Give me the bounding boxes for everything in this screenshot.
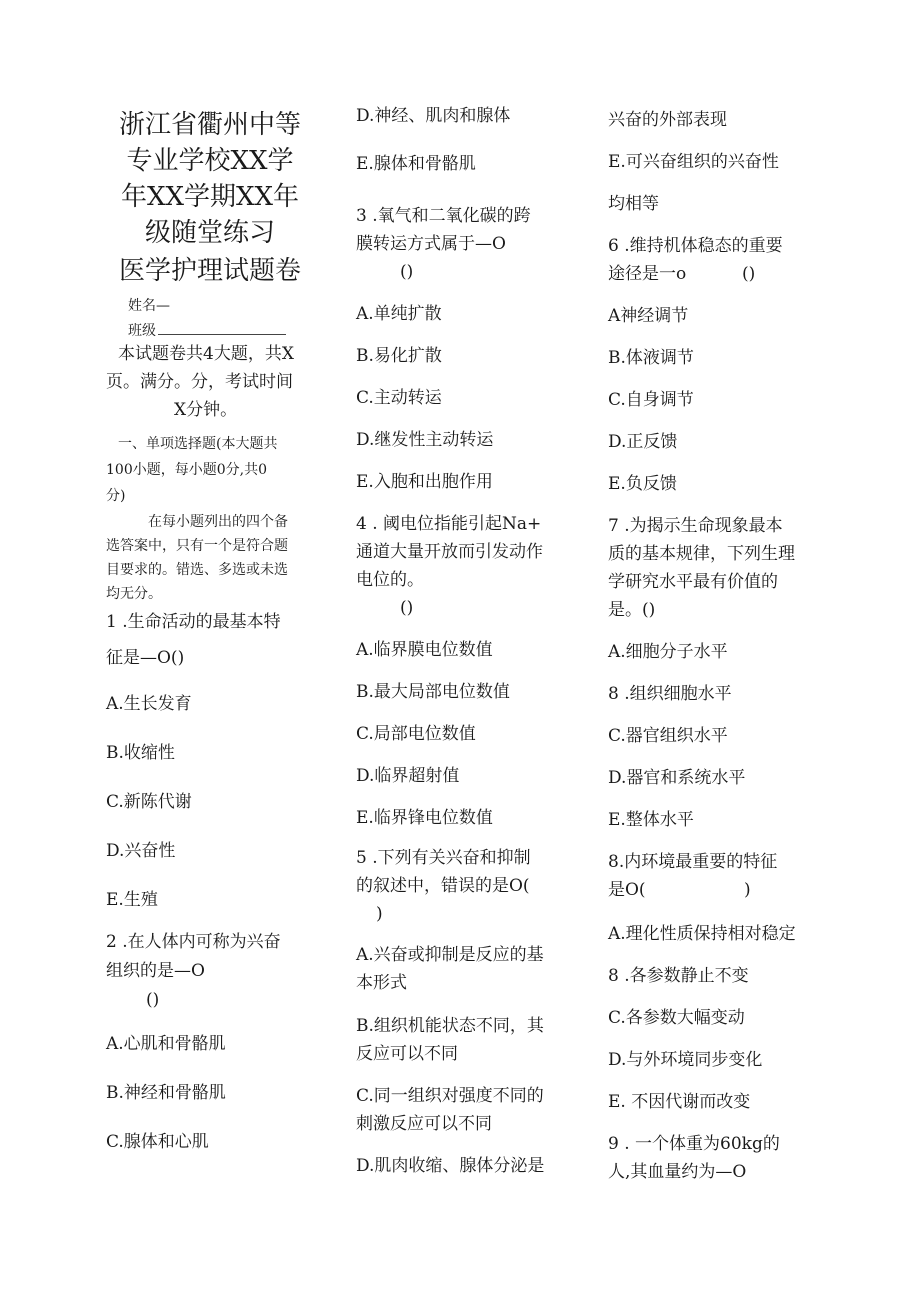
intro-line-2: 页。满分。分，考试时间 xyxy=(106,372,293,392)
q1-option-b: B.收缩性 xyxy=(106,743,175,763)
class-label: 班级 xyxy=(128,323,156,339)
q4-option-e: E.临界锋电位数值 xyxy=(356,808,493,828)
q2-stem-1: 2 .在人体内可称为兴奋 xyxy=(106,932,281,952)
q3-stem-3: () xyxy=(400,262,414,282)
q8-option-d: D.与外环境同步变化 xyxy=(608,1050,763,1070)
name-label: 姓名— xyxy=(128,298,170,314)
q7-stem-1: 7 .为揭示生命现象最本 xyxy=(608,516,783,536)
intro-line-3: X分钟。 xyxy=(174,400,238,420)
q7-stem-2: 质的基本规律，下列生理 xyxy=(608,544,795,564)
q4-stem-2: 通道大量开放而引发动作 xyxy=(356,542,543,562)
q2-stem-3: () xyxy=(146,990,160,1010)
q5-stem-2: 的叙述中，错误的是O( xyxy=(356,876,530,896)
q4-option-b: B.最大局部电位数值 xyxy=(356,682,510,702)
q3-option-a: A.单纯扩散 xyxy=(356,304,442,324)
q6-stem-2: 途径是一o xyxy=(608,264,687,284)
q2-option-c: C.腺体和心肌 xyxy=(106,1132,209,1152)
q5-stem-3: ) xyxy=(376,904,383,924)
q4-stem-4: () xyxy=(400,598,414,618)
q8-option-a: A.理化性质保持相对稳定 xyxy=(608,924,796,944)
q2-stem-2: 组织的是—O xyxy=(106,961,205,981)
q8-stem-1: 8.内环境最重要的特征 xyxy=(608,852,778,872)
q6-option-a: A神经调节 xyxy=(608,306,689,326)
q2-option-b: B.神经和骨骼肌 xyxy=(106,1083,226,1103)
q1-option-e: E.生殖 xyxy=(106,890,158,910)
q5-option-a-2: 本形式 xyxy=(356,973,407,993)
q4-option-c: C.局部电位数值 xyxy=(356,724,476,744)
q8-stem-2: 是O( xyxy=(608,880,646,900)
q5-option-e-1: E.可兴奋组织的兴奋性 xyxy=(608,152,779,172)
q3-stem-2: 膜转运方式属于—O xyxy=(356,234,506,254)
section1-heading-3: 分) xyxy=(106,488,126,504)
q2-option-a: A.心肌和骨骼肌 xyxy=(106,1034,226,1054)
q7-stem-4: 是。() xyxy=(608,600,656,620)
q7-option-d: D.器官和系统水平 xyxy=(608,768,746,788)
instruction-line-2: 选答案中，只有一个是符合题 xyxy=(106,538,288,554)
q1-option-d: D.兴奋性 xyxy=(106,841,176,861)
q2-option-d: D.神经、肌肉和腺体 xyxy=(356,106,511,126)
q4-option-a: A.临界膜电位数值 xyxy=(356,640,493,660)
instruction-line-4: 均无分。 xyxy=(106,586,162,602)
q5-option-a-1: A.兴奋或抑制是反应的基 xyxy=(356,945,544,965)
q4-option-d: D.临界超射值 xyxy=(356,766,460,786)
q5-stem-1: 5 .下列有关兴奋和抑制 xyxy=(356,848,531,868)
q5-option-c-2: 刺激反应可以不同 xyxy=(356,1114,492,1134)
q5-option-c-1: C.同一组织对强度不同的 xyxy=(356,1086,544,1106)
q1-stem-1: 1 .生命活动的最基本特 xyxy=(106,612,281,632)
q3-option-c: C.主动转运 xyxy=(356,388,442,408)
q9-stem-2: 人,其血量约为—O xyxy=(608,1162,747,1182)
q5-option-b-2: 反应可以不同 xyxy=(356,1044,458,1064)
q8-stem-3: ) xyxy=(744,880,751,900)
q1-option-c: C.新陈代谢 xyxy=(106,792,192,812)
q7-option-a: A.细胞分子水平 xyxy=(608,642,728,662)
q7-option-e: E.整体水平 xyxy=(608,810,694,830)
q2-option-e: E.腺体和骨骼肌 xyxy=(356,154,476,174)
q4-stem-1: 4 . 阈电位指能引起Na+ xyxy=(356,514,542,534)
title-line-4: 级随堂练习 xyxy=(144,218,275,248)
q8-option-b: 8 .各参数静止不变 xyxy=(608,966,749,986)
class-field xyxy=(128,320,286,341)
q6-stem-1: 6 .维持机体稳态的重要 xyxy=(608,236,783,256)
q4-stem-3: 电位的。 xyxy=(356,570,424,590)
q3-option-b: B.易化扩散 xyxy=(356,346,442,366)
instruction-line-3: 目要求的。错选、多选或未选 xyxy=(106,562,288,578)
q3-option-d: D.继发性主动转运 xyxy=(356,430,494,450)
section1-heading-2: 100小题，每小题0分,共0 xyxy=(106,462,267,478)
class-underline xyxy=(158,320,286,335)
intro-line-1: 本试题卷共4大题，共X xyxy=(118,344,294,364)
title-line-2: 专业学校XX学 xyxy=(126,146,294,176)
title-line-5: 医学护理试题卷 xyxy=(118,256,301,286)
q7-stem-3: 学研究水平最有价值的 xyxy=(608,572,778,592)
q3-option-e: E.入胞和出胞作用 xyxy=(356,472,493,492)
q6-option-c: C.自身调节 xyxy=(608,390,694,410)
q3-stem-1: 3 .氧气和二氧化碳的跨 xyxy=(356,206,531,226)
q5-option-d-1: D.肌肉收缩、腺体分泌是 xyxy=(356,1156,545,1176)
q5-option-e-2: 均相等 xyxy=(608,194,659,214)
instruction-line-1: 在每小题列出的四个备 xyxy=(148,514,288,530)
section1-heading-1: 一、单项选择题(本大题共 xyxy=(118,436,278,452)
q7-option-b: 8 .组织细胞水平 xyxy=(608,684,732,704)
q8-option-c: C.各参数大幅变动 xyxy=(608,1008,745,1028)
q1-stem-2: 征是—O() xyxy=(106,648,185,668)
q9-stem-1: 9 . 一个体重为60kg的 xyxy=(608,1134,780,1154)
q6-option-d: D.正反馈 xyxy=(608,432,678,452)
q6-option-b: B.体液调节 xyxy=(608,348,694,368)
q7-option-c: C.器官组织水平 xyxy=(608,726,728,746)
q6-stem-3: () xyxy=(742,264,756,284)
q5-option-b-1: B.组织机能状态不同，其 xyxy=(356,1016,544,1036)
q1-option-a: A.生长发育 xyxy=(106,694,192,714)
q8-option-e: E. 不因代谢而改变 xyxy=(608,1092,751,1112)
title-line-3: 年XX学期XX年 xyxy=(120,182,300,212)
q5-option-d-2: 兴奋的外部表现 xyxy=(608,110,727,130)
q6-option-e: E.负反馈 xyxy=(608,474,677,494)
title-line-1: 浙江省衢州中等 xyxy=(118,110,301,140)
